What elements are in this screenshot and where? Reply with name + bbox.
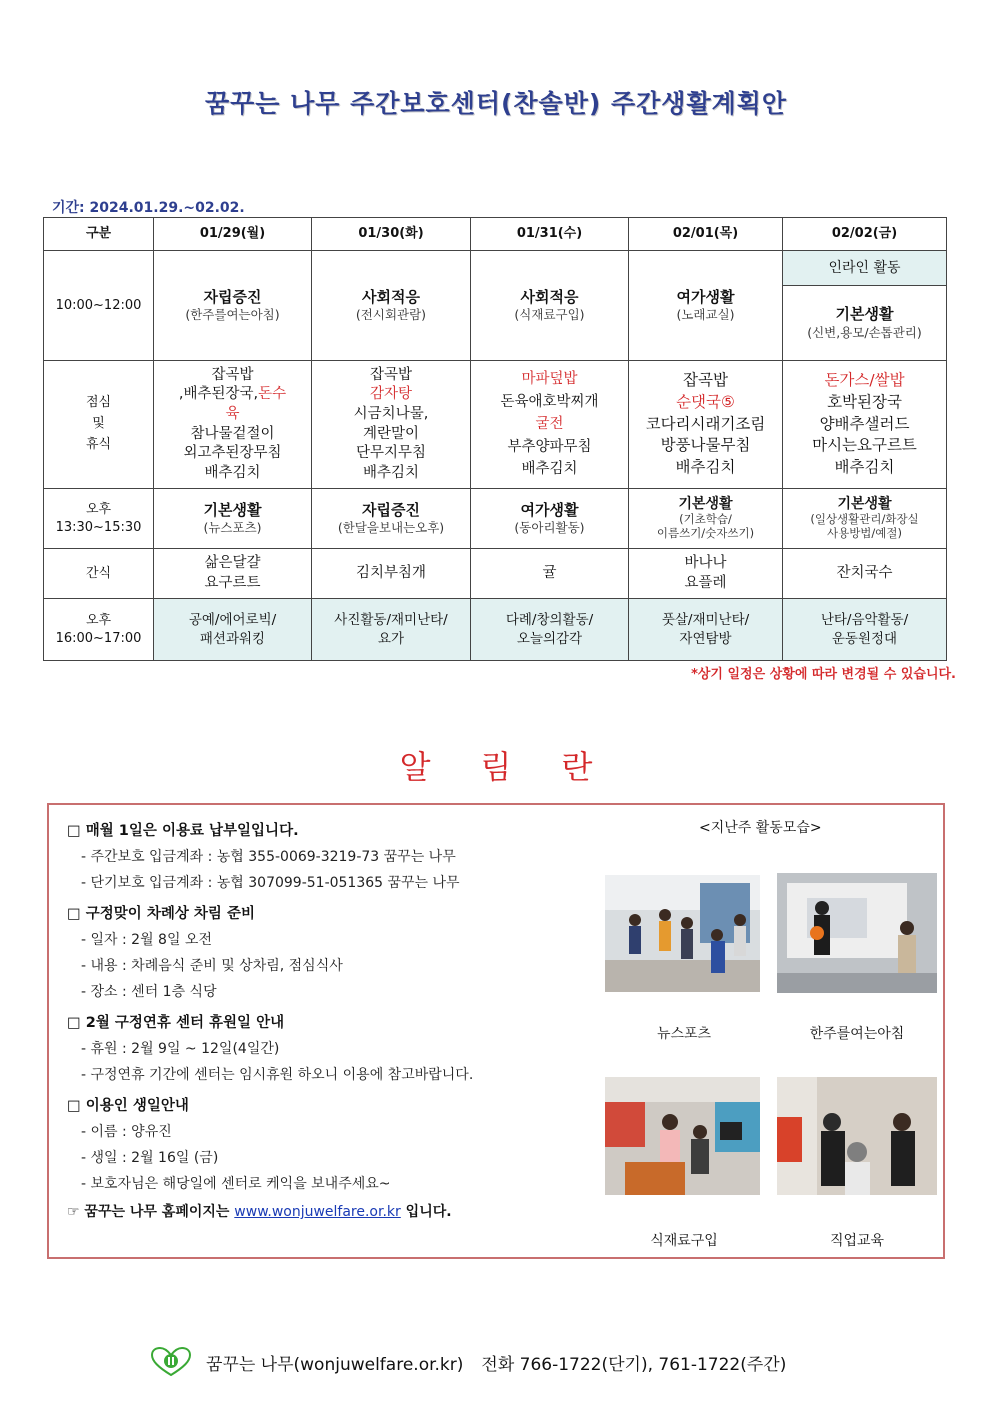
- menu-item: 잡곡밥: [369, 366, 413, 383]
- notice-list: [67, 819, 607, 1221]
- snack-item: 삶은달걀: [204, 554, 261, 571]
- menu-item: 단무지무침: [355, 445, 427, 462]
- photos-title: <지난주 활동모습>: [699, 820, 822, 836]
- table-row: [44, 251, 947, 361]
- photo-image: [605, 875, 760, 992]
- activity-sub: 사용방법/예절): [826, 525, 902, 540]
- photo-caption: 식재료구입: [650, 1233, 718, 1249]
- menu-item-part: ,배추된장국,: [178, 386, 259, 403]
- notice-box: [47, 803, 945, 1259]
- notice-line: - 이름 : 양유진: [81, 1124, 172, 1140]
- snack-item: 귤: [542, 564, 557, 581]
- photo-image: [777, 1077, 937, 1195]
- header-cell: 02/02(금): [783, 218, 947, 251]
- time-label: 10:00~12:00: [55, 297, 142, 313]
- menu-cell: [783, 361, 947, 489]
- activity-main: 여가생활: [676, 287, 735, 306]
- activity-sub: (뉴스포츠): [203, 520, 262, 536]
- table-cell: [783, 251, 947, 361]
- menu-item: 마파덮밥: [521, 371, 578, 388]
- table-row: [44, 599, 947, 661]
- menu-item: 양배추샐러드: [819, 414, 910, 433]
- activity-main: 사회적응: [362, 287, 420, 306]
- menu-item: 코다리시래기조림: [645, 414, 766, 433]
- snack-item: 바나나: [684, 554, 727, 571]
- menu-item: 감자탕: [369, 386, 413, 403]
- activity-main: 사회적응: [520, 287, 579, 306]
- table-cell: [471, 489, 629, 549]
- activity-line: 오늘의감각: [516, 630, 583, 647]
- activity-main: 자립증진: [362, 500, 420, 519]
- snack-cell: [471, 549, 629, 599]
- notice-heading: □ 2월 구정연휴 센터 휴원일 안내: [67, 1015, 285, 1031]
- menu-item: 돈가스/쌀밥: [824, 371, 905, 390]
- row-label: [44, 549, 154, 599]
- label-line: 휴식: [85, 436, 112, 452]
- snack-item: 요구르트: [204, 574, 261, 591]
- activity-sub: (기초학습/: [679, 512, 732, 527]
- table-cell: [783, 489, 947, 549]
- snack-item: 요플레: [684, 574, 727, 591]
- row-label: [44, 489, 154, 549]
- row-label: [44, 251, 154, 361]
- photo-grocery-shopping: [605, 1077, 760, 1195]
- header-cell: 01/30(화): [312, 218, 471, 251]
- menu-item-part: 돈수: [258, 386, 287, 403]
- activity-line: 자연탐방: [679, 630, 732, 647]
- menu-item: 시금치나물,: [353, 405, 429, 422]
- activity-main: 기본생활: [835, 305, 894, 324]
- weekly-schedule-table: [43, 217, 947, 661]
- notice-line: - 보호자님은 해당일에 센터로 케익을 보내주세요~: [81, 1176, 391, 1192]
- photo-caption: 한주를여는아침: [809, 1026, 905, 1042]
- menu-item: 호박된장국: [827, 392, 902, 411]
- activity-sub: (식재료구입): [514, 307, 585, 323]
- snack-cell: [154, 549, 312, 599]
- table-cell: [629, 489, 783, 549]
- snack-item: 김치부침개: [355, 564, 427, 581]
- activity-main: 기본생활: [203, 500, 262, 519]
- snack-label: 간식: [85, 565, 112, 581]
- menu-item: 배추김치: [362, 464, 420, 481]
- label-line: 오후: [85, 612, 112, 628]
- activity-sub: (전시회관람): [355, 307, 427, 323]
- menu-item: 잡곡밥: [211, 366, 254, 383]
- menu-item: 배추김치: [521, 461, 578, 478]
- menu-item: 잡곡밥: [683, 371, 728, 390]
- notice-line: - 단기보호 입금계좌 : 농협 307099-51-051365 꿈꾸는 나무: [81, 875, 460, 891]
- inline-activity-banner: 인라인 활동: [783, 251, 946, 286]
- homepage-line: [67, 1201, 607, 1221]
- activity-line: 운동원정대: [831, 630, 898, 647]
- activity-line: 난타/음악활동/: [820, 612, 909, 629]
- heart-logo-icon: [150, 1347, 192, 1377]
- notice-heading: □ 구정맞이 차례상 차림 준비: [67, 906, 255, 922]
- homepage-link[interactable]: www.wonjuwelfare.or.kr: [234, 1204, 401, 1220]
- activity-sub: (한주를여는아침): [185, 307, 280, 323]
- schedule-change-note: *상기 일정은 상황에 따라 변경될 수 있습니다.: [691, 667, 956, 682]
- menu-item: 부추양파무침: [507, 438, 592, 455]
- notice-title: 알림란: [399, 748, 643, 786]
- menu-item: 육: [225, 405, 240, 422]
- photo-image: [777, 873, 937, 993]
- activity-line: 사진활동/재미난타/: [334, 612, 448, 629]
- activity-block: [783, 286, 946, 360]
- label-line: 오후: [85, 501, 112, 517]
- menu-item: 외고추된장무침: [183, 445, 282, 462]
- table-cell: [471, 599, 629, 661]
- footer-org: 꿈꾸는 나무(wonjuwelfare.or.kr): [206, 1354, 464, 1375]
- table-cell: [629, 599, 783, 661]
- activity-line: 다례/창의활동/: [505, 612, 594, 629]
- footer-phone: 전화 766-1722(단기), 761-1722(주간): [481, 1354, 787, 1375]
- table-cell: [629, 251, 783, 361]
- table-cell: [154, 489, 312, 549]
- snack-cell: [783, 549, 947, 599]
- menu-item: 방풍나물무침: [660, 436, 751, 455]
- snack-item: 잔치국수: [836, 564, 893, 581]
- menu-cell: [312, 361, 471, 489]
- menu-item: 순댓국⑤: [676, 392, 735, 411]
- table-cell: [154, 251, 312, 361]
- activity-sub: (신변,용모/손톱관리): [807, 324, 922, 340]
- photo-caption: 직업교육: [829, 1233, 885, 1249]
- snack-cell: [629, 549, 783, 599]
- notice-line: - 구정연휴 기간에 센터는 임시휴원 하오니 이용에 참고바랍니다.: [81, 1067, 474, 1083]
- table-cell: [312, 489, 471, 549]
- header-cell: 01/31(수): [471, 218, 629, 251]
- table-row: [44, 549, 947, 599]
- row-label: [44, 599, 154, 661]
- menu-item: 배추김치: [675, 458, 736, 477]
- activity-main: 자립증진: [203, 287, 262, 306]
- activity-line: 패션과워킹: [199, 630, 266, 647]
- notice-line: - 내용 : 차례음식 준비 및 상차림, 점심식사: [81, 958, 343, 974]
- header-cell: 02/01(목): [629, 218, 783, 251]
- table-cell: [154, 599, 312, 661]
- homepage-suffix: 입니다.: [405, 1204, 452, 1220]
- row-label: [44, 361, 154, 489]
- page-title: 꿈꾸는 나무 주간보호센터(찬솔반) 주간생활계획안: [204, 89, 788, 118]
- notice-line: - 장소 : 센터 1층 식당: [81, 984, 217, 1000]
- notice-line: - 생일 : 2월 16일 (금): [81, 1150, 219, 1166]
- menu-item: 배추김치: [204, 464, 261, 481]
- menu-item: 참나물겉절이: [190, 425, 275, 442]
- table-cell: [783, 599, 947, 661]
- menu-cell: [471, 361, 629, 489]
- menu-cell: [629, 361, 783, 489]
- activity-main: 기본생활: [837, 496, 892, 513]
- notice-line: - 휴원 : 2월 9일 ~ 12일(4일간): [81, 1041, 280, 1057]
- menu-item: 마시는요구르트: [812, 436, 917, 455]
- label-line: 점심: [85, 395, 112, 411]
- table-row: [44, 489, 947, 549]
- notice-heading: □ 매월 1일은 이용료 납부일입니다.: [67, 823, 299, 839]
- table-header-row: [44, 218, 947, 251]
- photo-image: [605, 1077, 760, 1195]
- table-cell: [312, 599, 471, 661]
- photo-caption: 뉴스포츠: [656, 1026, 712, 1042]
- activity-main: 여가생활: [520, 500, 579, 519]
- menu-item: 돈육애호박찌개: [500, 393, 599, 410]
- menu-item: 계란말이: [362, 425, 420, 442]
- menu-item: 굴전: [535, 416, 564, 433]
- activity-sub: (노래교실): [676, 307, 735, 323]
- photo-vocational-training: [777, 1077, 937, 1195]
- menu-item: [156, 385, 309, 405]
- photo-morning-meeting: [777, 873, 937, 993]
- activity-main: 기본생활: [678, 496, 733, 513]
- header-cell: 구분: [44, 218, 154, 251]
- notice-line: - 일자 : 2월 8일 오전: [81, 932, 212, 948]
- notice-heading: □ 이용인 생일안내: [67, 1098, 189, 1114]
- label-line: 13:30~15:30: [55, 519, 142, 535]
- activity-sub: 이름쓰기/숫자쓰기): [656, 525, 755, 540]
- notice-line: - 주간보호 입금계좌 : 농협 355-0069-3219-73 꿈꾸는 나무: [81, 849, 456, 865]
- photo-news-sports: [605, 875, 760, 992]
- activity-sub: (동아리활동): [514, 520, 585, 536]
- menu-cell: [154, 361, 312, 489]
- label-line: 및: [92, 416, 105, 432]
- header-cell: 01/29(월): [154, 218, 312, 251]
- snack-cell: [312, 549, 471, 599]
- table-cell: [312, 251, 471, 361]
- menu-item: 배추김치: [834, 458, 895, 477]
- homepage-prefix: ☞ 꿈꾸는 나무 홈페이지는: [67, 1204, 230, 1220]
- activity-line: 풋살/재미난타/: [661, 612, 750, 629]
- footer: [150, 1347, 786, 1377]
- table-row: [44, 361, 947, 489]
- activity-line: 요가: [377, 630, 405, 647]
- schedule-period: 기간: 2024.01.29.~02.02.: [52, 200, 245, 216]
- table-cell: [471, 251, 629, 361]
- label-line: 16:00~17:00: [55, 630, 142, 646]
- activity-line: 공예/에어로빅/: [188, 612, 277, 629]
- activity-sub: (일상생활관리/화장실: [810, 512, 919, 527]
- activity-sub: (한달을보내는오후): [337, 520, 445, 536]
